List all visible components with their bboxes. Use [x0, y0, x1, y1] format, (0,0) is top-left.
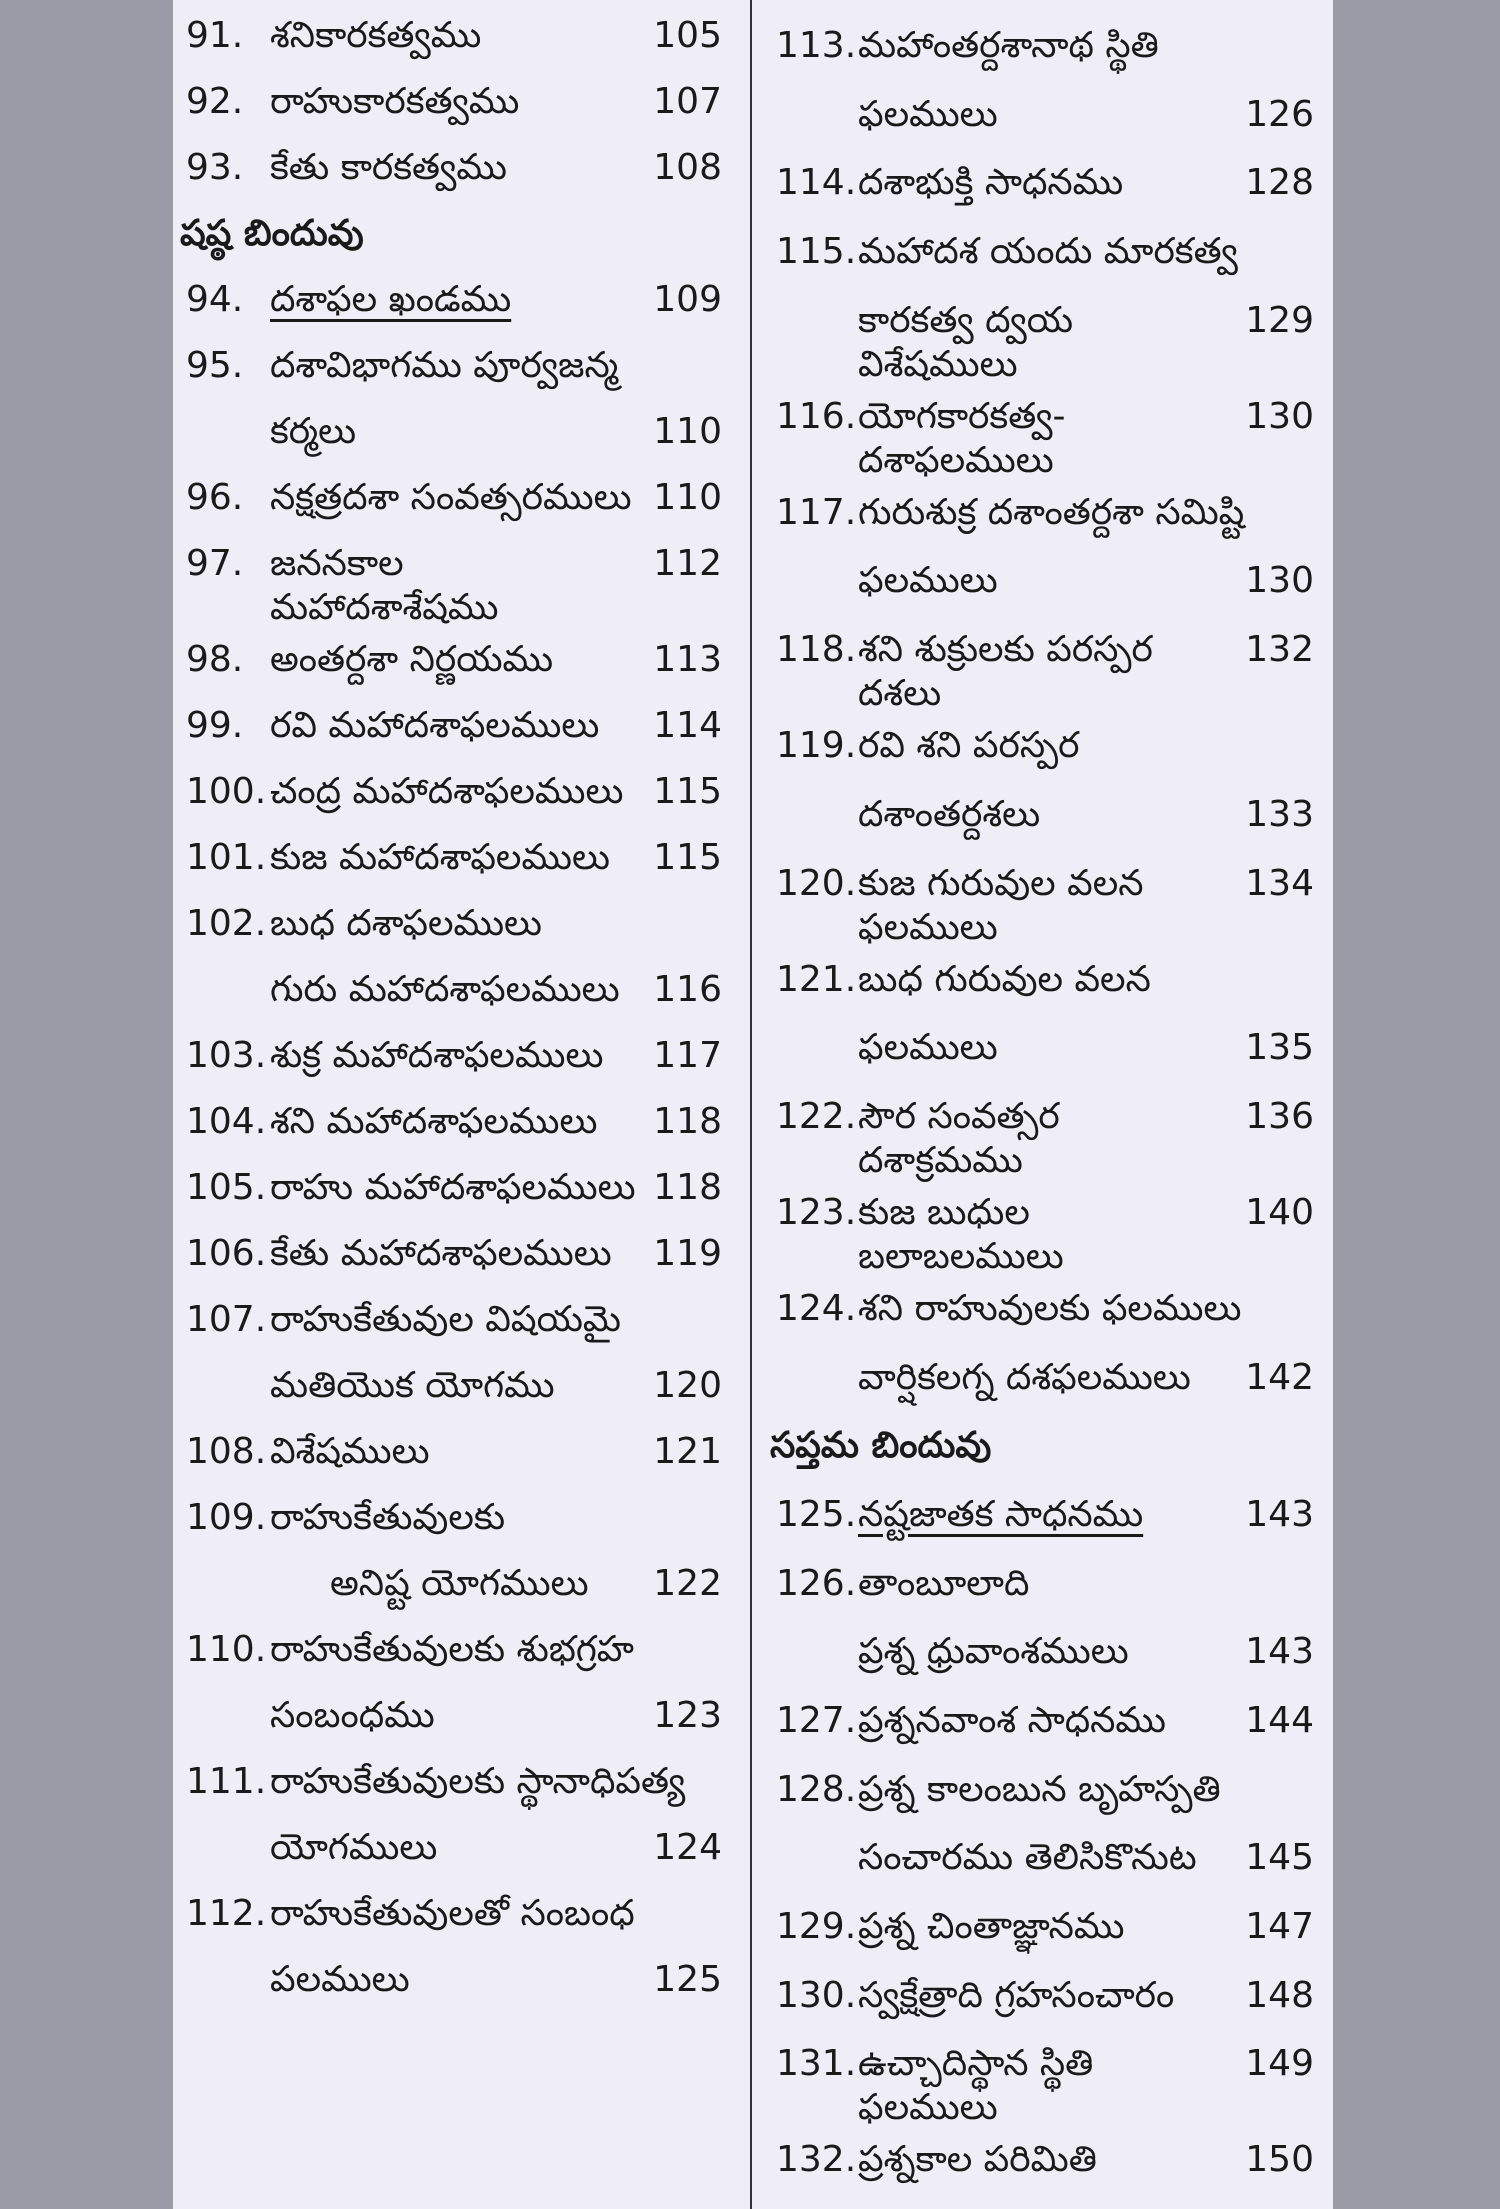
- entry-number: 96.: [186, 477, 244, 518]
- entry-page-number: 145: [1245, 1837, 1314, 1879]
- toc-entry: [776, 291, 1314, 387]
- entry-page-number: 112: [653, 543, 722, 584]
- toc-entry: [776, 2130, 1314, 2199]
- entry-number: 101.: [186, 837, 267, 878]
- entry-page-number: 150: [1245, 2139, 1314, 2181]
- entry-page-number: 121: [653, 1431, 722, 1472]
- entry-title: చంద్ర మహాదశాఫలములు: [270, 771, 624, 812]
- entry-title: విశేషములు: [270, 1431, 430, 1472]
- section-heading: [770, 1416, 1314, 1485]
- entry-page-number: 140: [1245, 1191, 1314, 1233]
- entry-number: 118.: [776, 629, 857, 671]
- entry-title: రాహు మహాదశాఫలములు: [270, 1167, 636, 1208]
- toc-entry: [776, 620, 1314, 716]
- entry-number: 103.: [186, 1035, 267, 1076]
- entry-number: 104.: [186, 1101, 267, 1142]
- toc-entry: [186, 1026, 722, 1092]
- toc-entry: [186, 1290, 722, 1356]
- entry-title: శని శుక్రులకు పరస్పర దశలు: [858, 629, 1153, 715]
- toc-entry: [776, 1691, 1314, 1760]
- toc-left-column: [180, 6, 722, 2016]
- entry-title: ప్రశ్ననవాంశ సాధనము: [858, 1700, 1166, 1741]
- toc-entry: [776, 1622, 1314, 1691]
- entry-title: ఉచ్చాదిస్థాన స్థితి ఫలములు: [858, 2043, 1094, 2129]
- entry-page-number: 130: [1245, 560, 1314, 602]
- entry-page-number: 134: [1245, 862, 1314, 904]
- entry-title: ఫలములు: [858, 93, 998, 135]
- entry-page-number: 125: [653, 1959, 722, 2000]
- toc-entry: [776, 1018, 1314, 1087]
- entry-number: 95.: [186, 345, 244, 386]
- entry-title: ప్రశ్న చింతాజ్ఞానము: [858, 1906, 1125, 1948]
- entry-number: 115.: [776, 231, 857, 273]
- toc-entry: [186, 468, 722, 534]
- toc-entry: [776, 785, 1314, 854]
- entry-number: 125.: [776, 1493, 857, 1535]
- entry-number: 97.: [186, 543, 244, 584]
- entry-page-number: 108: [653, 147, 722, 188]
- toc-entry: [186, 1554, 722, 1620]
- entry-number: 128.: [776, 1768, 857, 1810]
- entry-title: దశాఫల ఖండము: [270, 279, 512, 320]
- toc-entry: [186, 402, 722, 468]
- entry-page-number: 118: [653, 1101, 722, 1142]
- entry-title: రాహుకారకత్వము: [270, 81, 520, 122]
- toc-entry: [776, 2034, 1314, 2130]
- entry-title: దశాంతర్దశలు: [858, 793, 1041, 835]
- toc-entry: [776, 1760, 1314, 1829]
- toc-entry: [186, 762, 722, 828]
- toc-entry: [776, 387, 1314, 483]
- column-divider: [750, 0, 752, 2209]
- entry-number: 123.: [776, 1191, 857, 1233]
- toc-entry: [186, 6, 722, 72]
- entry-title: సంబంధము: [270, 1695, 435, 1736]
- entry-number: 92.: [186, 81, 244, 122]
- entry-number: 91.: [186, 15, 244, 56]
- entry-title: కుజ గురువుల వలన ఫలములు: [858, 862, 1144, 948]
- toc-entry: [186, 1884, 722, 1950]
- entry-page-number: 113: [653, 639, 722, 680]
- section-heading: [180, 204, 722, 270]
- entry-number: 119.: [776, 725, 857, 767]
- entry-title: శని రాహువులకు ఫలములు: [858, 1287, 1242, 1329]
- toc-entry: [186, 72, 722, 138]
- entry-title: మహాంతర్దశానాథ స్థితి: [858, 25, 1159, 66]
- entry-number: 117.: [776, 491, 857, 533]
- entry-number: 111.: [186, 1761, 267, 1802]
- entry-title: కారకత్వ ద్వయ విశేషములు: [858, 299, 1074, 385]
- entry-number: 110.: [186, 1629, 267, 1670]
- entry-title: సౌర సంవత్సర దశాక్రమము: [858, 1095, 1060, 1181]
- entry-title: రవి మహాదశాఫలములు: [270, 705, 600, 746]
- entry-number: 100.: [186, 771, 267, 812]
- toc-entry: [776, 1087, 1314, 1183]
- entry-page-number: 110: [653, 411, 722, 452]
- entry-number: 122.: [776, 1095, 857, 1137]
- entry-title: జననకాల మహాదశాశేషము: [270, 543, 499, 628]
- entry-title: దశావిభాగము పూర్వజన్మ: [270, 345, 619, 386]
- entry-number: 127.: [776, 1700, 857, 1741]
- entry-title: పలములు: [270, 1959, 410, 2000]
- toc-entry: [186, 1686, 722, 1752]
- entry-page-number: 149: [1245, 2043, 1314, 2085]
- toc-entry: [186, 138, 722, 204]
- entry-number: 112.: [186, 1893, 267, 1934]
- entry-number: 98.: [186, 639, 244, 680]
- entry-page-number: 115: [653, 837, 722, 878]
- entry-title: యోగకారకత్వ-దశాఫలములు: [858, 395, 1066, 481]
- entry-title: దశాభుక్తి సాధనము: [858, 162, 1124, 204]
- entry-number: 105.: [186, 1167, 267, 1208]
- entry-title: బుధ గురువుల వలన: [858, 958, 1151, 1000]
- entry-number: 130.: [776, 1974, 857, 2016]
- entry-page-number: 109: [653, 279, 722, 320]
- entry-page-number: 135: [1245, 1027, 1314, 1069]
- entry-title: తాంబూలాది: [858, 1562, 1030, 1604]
- entry-title: కుజ మహాదశాఫలములు: [270, 837, 610, 878]
- entry-title: ప్రశ్నకాల పరిమితి: [858, 2139, 1097, 2181]
- entry-page-number: 105: [653, 15, 722, 56]
- entry-title: రాహుకేతువులకు: [270, 1497, 506, 1538]
- entry-title: నక్షత్రదశా సంవత్సరములు: [270, 477, 632, 518]
- toc-entry: [186, 960, 722, 1026]
- entry-title: అనిష్ట యోగములు: [330, 1563, 589, 1604]
- entry-title: కర్మలు: [270, 411, 357, 452]
- toc-entry: [186, 1752, 722, 1818]
- entry-number: 93.: [186, 147, 244, 188]
- entry-title: అంతర్దశా నిర్ణయము: [270, 639, 554, 680]
- entry-page-number: 118: [653, 1167, 722, 1208]
- entry-page-number: 133: [1245, 793, 1314, 835]
- entry-title: రాహుకేతువుల విషయమై: [270, 1299, 621, 1340]
- entry-title: ఫలములు: [858, 1027, 998, 1069]
- entry-page-number: 123: [653, 1695, 722, 1736]
- entry-number: 108.: [186, 1431, 267, 1472]
- toc-entry: [186, 894, 722, 960]
- entry-number: 126.: [776, 1562, 857, 1604]
- entry-number: 120.: [776, 862, 857, 904]
- entry-title: గురుశుక్ర దశాంతర్దశా సమిష్టి: [858, 491, 1245, 533]
- toc-entry: [776, 153, 1314, 222]
- entry-page-number: 126: [1245, 93, 1314, 135]
- entry-number: 99.: [186, 705, 244, 746]
- toc-entry: [186, 828, 722, 894]
- toc-entry: [776, 1554, 1314, 1623]
- entry-title: కేతు కారకత్వము: [270, 147, 507, 188]
- toc-entry: [776, 854, 1314, 950]
- toc-entry: [776, 483, 1314, 552]
- entry-title: వార్షికలగ్న దశఫలములు: [858, 1356, 1191, 1398]
- toc-entry: [776, 716, 1314, 785]
- toc-entry: [776, 1828, 1314, 1897]
- toc-entry: [776, 1966, 1314, 2035]
- entry-title: గురు మహాదశాఫలములు: [270, 969, 620, 1010]
- entry-page-number: 122: [653, 1563, 722, 1604]
- entry-number: 113.: [776, 25, 857, 66]
- entry-page-number: 128: [1245, 162, 1314, 204]
- toc-entry: [776, 1485, 1314, 1554]
- toc-entry: [186, 534, 722, 630]
- entry-title: రాహుకేతువులతో సంబంధ: [270, 1893, 635, 1934]
- toc-entry: [776, 1348, 1314, 1417]
- entry-page-number: 124: [653, 1827, 722, 1868]
- toc-entry: [186, 696, 722, 762]
- toc-entry: [186, 1488, 722, 1554]
- section-heading-text: షష్ఠ బిందువు: [180, 213, 364, 254]
- entry-number: 106.: [186, 1233, 267, 1274]
- entry-title: సంచారము తెలిసికొనుట: [858, 1837, 1197, 1879]
- entry-page-number: 143: [1245, 1493, 1314, 1535]
- entry-page-number: 110: [653, 477, 722, 518]
- entry-title: రాహుకేతువులకు శుభగ్రహ: [270, 1629, 634, 1670]
- entry-number: 132.: [776, 2139, 857, 2181]
- toc-entry: [186, 1422, 722, 1488]
- toc-entry: [776, 1279, 1314, 1348]
- entry-page-number: 114: [653, 705, 722, 746]
- entry-number: 102.: [186, 903, 267, 944]
- entry-number: 116.: [776, 395, 857, 437]
- entry-title: నష్టజాతక సాధనము: [858, 1493, 1144, 1535]
- entry-number: 129.: [776, 1906, 857, 1948]
- entry-page-number: 129: [1245, 299, 1314, 341]
- entry-page-number: 143: [1245, 1631, 1314, 1673]
- entry-number: 114.: [776, 162, 857, 204]
- entry-number: 109.: [186, 1497, 267, 1538]
- entry-title: ఫలములు: [858, 560, 998, 602]
- entry-title: బుధ దశాఫలములు: [270, 903, 543, 944]
- toc-entry: [186, 1950, 722, 2016]
- entry-title: రవి శని పరస్పర: [858, 725, 1080, 767]
- entry-page-number: 144: [1245, 1700, 1314, 1741]
- toc-entry: [776, 1897, 1314, 1966]
- entry-title: మహాదశ యందు మారకత్వ: [858, 231, 1238, 273]
- entry-title: రాహుకేతువులకు స్థానాధిపత్య: [270, 1761, 686, 1802]
- entry-page-number: 147: [1245, 1906, 1314, 1948]
- entry-title: మతియొక యోగము: [270, 1365, 555, 1406]
- entry-title: శనికారకత్వము: [270, 15, 482, 56]
- toc-right-column: [770, 16, 1314, 2199]
- entry-title: శని మహాదశాఫలములు: [270, 1101, 598, 1142]
- entry-page-number: 132: [1245, 629, 1314, 671]
- entry-title: ప్రశ్న కాలంబున బృహస్పతి: [858, 1768, 1221, 1810]
- toc-entry: [776, 950, 1314, 1019]
- entry-page-number: 119: [653, 1233, 722, 1274]
- toc-entry: [186, 1224, 722, 1290]
- toc-entry: [186, 1356, 722, 1422]
- toc-entry: [776, 16, 1314, 85]
- toc-entry: [186, 1092, 722, 1158]
- entry-page-number: 117: [653, 1035, 722, 1076]
- entry-title: ప్రశ్న ధ్రువాంశములు: [858, 1631, 1129, 1673]
- entry-title: శుక్ర మహాదశాఫలములు: [270, 1035, 604, 1076]
- section-heading-text: సప్తమ బిందువు: [770, 1425, 992, 1467]
- entry-number: 131.: [776, 2043, 857, 2085]
- entry-number: 121.: [776, 958, 857, 1000]
- entry-title: కేతు మహాదశాఫలములు: [270, 1233, 612, 1274]
- entry-page-number: 120: [653, 1365, 722, 1406]
- toc-entry: [186, 336, 722, 402]
- entry-page-number: 142: [1245, 1356, 1314, 1398]
- toc-entry: [776, 222, 1314, 291]
- entry-title: స్వక్షేత్రాది గ్రహసంచారం: [858, 1974, 1175, 2016]
- entry-page-number: 115: [653, 771, 722, 812]
- entry-page-number: 116: [653, 969, 722, 1010]
- toc-entry: [186, 1620, 722, 1686]
- toc-entry: [186, 1158, 722, 1224]
- entry-title: కుజ బుధుల బలాబలములు: [858, 1191, 1064, 1277]
- toc-entry: [776, 1183, 1314, 1279]
- toc-entry: [776, 551, 1314, 620]
- entry-page-number: 130: [1245, 395, 1314, 437]
- entry-number: 94.: [186, 279, 244, 320]
- entry-page-number: 107: [653, 81, 722, 122]
- entry-number: 107.: [186, 1299, 267, 1340]
- entry-title: యోగములు: [270, 1827, 438, 1868]
- toc-entry: [186, 630, 722, 696]
- toc-entry: [186, 1818, 722, 1884]
- entry-page-number: 148: [1245, 1974, 1314, 2016]
- toc-entry: [776, 85, 1314, 154]
- entry-page-number: 136: [1245, 1095, 1314, 1137]
- toc-entry: [186, 270, 722, 336]
- entry-number: 124.: [776, 1287, 857, 1329]
